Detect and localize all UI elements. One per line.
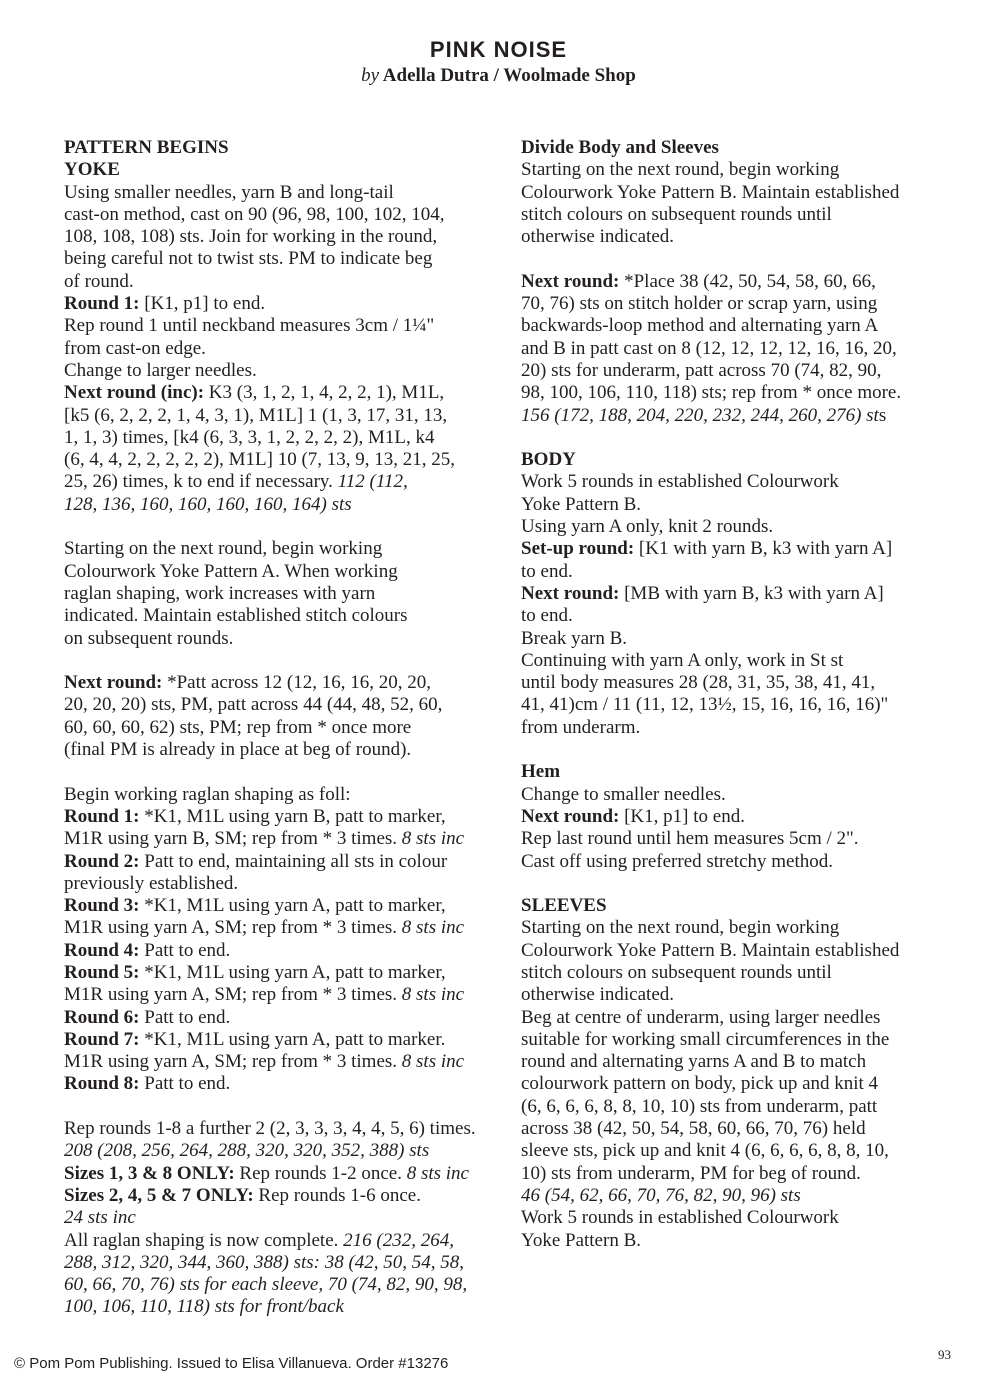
text-run: [MB with yarn B, k3 with yarn A] bbox=[619, 582, 884, 604]
text-line bbox=[521, 583, 953, 605]
text-line bbox=[64, 1296, 496, 1318]
italic-text: 24 sts inc bbox=[64, 1207, 136, 1229]
text-line bbox=[521, 182, 953, 204]
text-line bbox=[521, 694, 953, 716]
text-run: Colourwork Yoke Pattern B. Maintain established bbox=[521, 181, 900, 203]
text-run: to end. bbox=[521, 560, 573, 582]
text-line bbox=[64, 962, 496, 984]
bold-text: Round 2: bbox=[64, 850, 140, 872]
text-line bbox=[521, 159, 953, 181]
text-line bbox=[64, 1029, 496, 1051]
text-line bbox=[521, 494, 953, 516]
text-run: [k5 (6, 2, 2, 2, 1, 4, 3, 1), M1L] 1 (1, 3, 17, 31, 13, bbox=[64, 404, 448, 426]
text-run: M1R using yarn B, SM; rep from * 3 times. bbox=[64, 828, 402, 850]
left-column bbox=[64, 137, 496, 1319]
text-run: of round. bbox=[64, 270, 134, 292]
text-line bbox=[521, 739, 953, 761]
text-run: raglan shaping, work increases with yarn bbox=[64, 582, 376, 604]
text-line bbox=[64, 895, 496, 917]
text-run: Rep rounds 1-6 once. bbox=[253, 1184, 421, 1206]
text-line bbox=[64, 605, 496, 627]
text-run: (6, 6, 6, 6, 8, 8, 10, 10) sts from underarm, patt bbox=[521, 1095, 878, 1117]
text-run: otherwise indicated. bbox=[521, 984, 675, 1006]
text-line bbox=[521, 538, 953, 560]
text-run: to end. bbox=[521, 605, 573, 627]
text-run: previously established. bbox=[64, 872, 239, 894]
text-run: Starting on the next round, begin working bbox=[64, 538, 383, 560]
text-line bbox=[64, 1007, 496, 1029]
text-run: Begin working raglan shaping as foll: bbox=[64, 783, 351, 805]
text-line bbox=[521, 271, 953, 293]
text-run: 60, 60, 60, 62) sts, PM; rep from * once more bbox=[64, 716, 412, 738]
bold-text: Set-up round: bbox=[521, 538, 635, 560]
text-run: from cast-on edge. bbox=[64, 337, 206, 359]
text-line bbox=[521, 405, 953, 427]
text-line bbox=[64, 650, 496, 672]
text-run: 10) sts from underarm, PM for beg of round. bbox=[521, 1162, 861, 1184]
text-run: Yoke Pattern B. bbox=[521, 1229, 641, 1251]
page-header bbox=[0, 36, 997, 88]
text-line bbox=[64, 471, 496, 493]
text-run: [K1 with yarn B, k3 with yarn A] bbox=[634, 538, 893, 560]
text-run: (6, 4, 4, 2, 2, 2, 2, 2), M1L] 10 (7, 13, 9, 13, 21, 25, bbox=[64, 449, 456, 471]
bold-text: Round 6: bbox=[64, 1006, 140, 1028]
text-line bbox=[64, 717, 496, 739]
text-run: M1R using yarn A, SM; rep from * 3 times. bbox=[64, 1051, 402, 1073]
text-line bbox=[521, 1118, 953, 1140]
text-line bbox=[521, 962, 953, 984]
text-line bbox=[521, 293, 953, 315]
text-run: 70, 76) sts on stitch holder or scrap yarn, using bbox=[521, 293, 878, 315]
text-line bbox=[521, 360, 953, 382]
text-line bbox=[64, 1230, 496, 1252]
italic-text: 288, 312, 320, 344, 360, 388) sts: 38 (42, 50, 54, 58, bbox=[64, 1251, 465, 1273]
text-run: [K1, p1] to end. bbox=[139, 293, 266, 315]
bold-text: Next round: bbox=[64, 672, 163, 694]
text-line bbox=[521, 382, 953, 404]
bold-text: Round 7: bbox=[64, 1028, 140, 1050]
text-run: on subsequent rounds. bbox=[64, 627, 234, 649]
text-line bbox=[64, 694, 496, 716]
text-line bbox=[521, 851, 953, 873]
italic-text: 8 sts inc bbox=[406, 1162, 469, 1184]
text-run: 108, 108, 108) sts. Join for working in the round, bbox=[64, 226, 438, 248]
italic-text: 208 (208, 256, 264, 288, 320, 320, 352, 388) sts bbox=[64, 1140, 430, 1162]
text-line bbox=[64, 828, 496, 850]
text-line bbox=[521, 561, 953, 583]
text-line bbox=[521, 516, 953, 538]
text-line bbox=[64, 1118, 496, 1140]
bold-text: SLEEVES bbox=[521, 895, 607, 917]
pattern-title: PINK NOISE bbox=[429, 37, 568, 62]
text-line bbox=[64, 204, 496, 226]
text-run: [K1, p1] to end. bbox=[619, 805, 745, 827]
text-line bbox=[521, 672, 953, 694]
text-line bbox=[64, 672, 496, 694]
text-run: cast-on method, cast on 90 (96, 98, 100, 102, 104, bbox=[64, 203, 445, 225]
italic-text: 156 (172, 188, 204, 220, 232, 244, 260, 276) st bbox=[521, 404, 879, 426]
text-run: *K1, M1L using yarn B, patt to marker, bbox=[139, 805, 446, 827]
text-line bbox=[521, 717, 953, 739]
text-run: Patt to end. bbox=[139, 1073, 231, 1095]
text-run: Patt to end, maintaining all sts in colour bbox=[139, 850, 448, 872]
text-line bbox=[64, 1140, 496, 1162]
italic-text: 8 sts inc bbox=[401, 984, 465, 1006]
text-run: being careful not to twist sts. PM to indicate beg bbox=[64, 248, 433, 270]
text-line bbox=[521, 806, 953, 828]
text-run: Patt to end. bbox=[139, 1006, 231, 1028]
text-line bbox=[64, 1252, 496, 1274]
text-line bbox=[521, 1230, 953, 1252]
text-line bbox=[521, 137, 953, 159]
text-line bbox=[64, 984, 496, 1006]
bold-text: Round 5: bbox=[64, 961, 140, 983]
text-line bbox=[64, 137, 496, 159]
text-line bbox=[521, 828, 953, 850]
text-run: stitch colours on subsequent rounds until bbox=[521, 961, 832, 983]
text-line bbox=[521, 1051, 953, 1073]
text-line bbox=[521, 471, 953, 493]
bold-text: PATTERN BEGINS bbox=[64, 137, 229, 158]
text-run: otherwise indicated. bbox=[521, 226, 675, 248]
text-line bbox=[521, 784, 953, 806]
text-line bbox=[521, 628, 953, 650]
text-run: Rep rounds 1-2 once. bbox=[234, 1162, 407, 1184]
page-number: 93 bbox=[938, 1347, 951, 1362]
text-run: sleeve sts, pick up and knit 4 (6, 6, 6, 6, 8, 8, 10, bbox=[521, 1140, 889, 1162]
text-line bbox=[521, 1007, 953, 1029]
italic-text: 46 (54, 62, 66, 70, 76, 82, 90, 96) sts bbox=[521, 1184, 801, 1206]
text-run: Beg at centre of underarm, using larger needles bbox=[521, 1006, 881, 1028]
text-run: M1R using yarn A, SM; rep from * 3 times. bbox=[64, 917, 402, 939]
text-line bbox=[64, 293, 496, 315]
text-run: Patt to end. bbox=[139, 939, 231, 961]
text-run: Rep rounds 1-8 a further 2 (2, 3, 3, 3, 4, 4, 5, 6) times. bbox=[64, 1118, 476, 1140]
text-run: *K1, M1L using yarn A, patt to marker, bbox=[139, 961, 446, 983]
text-line bbox=[521, 315, 953, 337]
text-line bbox=[521, 1073, 953, 1095]
text-line bbox=[521, 984, 953, 1006]
text-line bbox=[64, 806, 496, 828]
text-run: Break yarn B. bbox=[521, 627, 628, 649]
text-run: Colourwork Yoke Pattern B. Maintain established bbox=[521, 939, 900, 961]
text-line bbox=[64, 248, 496, 270]
text-line bbox=[64, 1185, 496, 1207]
text-line bbox=[521, 338, 953, 360]
text-line bbox=[521, 427, 953, 449]
text-run: Rep last round until hem measures 5cm / 2". bbox=[521, 828, 859, 850]
byline-by: by bbox=[361, 65, 380, 86]
bold-text: Round 8: bbox=[64, 1073, 140, 1095]
text-line bbox=[64, 494, 496, 516]
bold-text: Round 4: bbox=[64, 939, 140, 961]
text-run: *Place 38 (42, 50, 54, 58, 60, 66, bbox=[619, 270, 876, 292]
text-line bbox=[521, 226, 953, 248]
italic-text: 8 sts inc bbox=[401, 1051, 465, 1073]
italic-text: 128, 136, 160, 160, 160, 160, 164) sts bbox=[64, 493, 352, 515]
text-run: Change to smaller needles. bbox=[521, 783, 726, 805]
text-run: Cast off using preferred stretchy method. bbox=[521, 850, 834, 872]
text-line bbox=[64, 427, 496, 449]
bold-text: Round 3: bbox=[64, 895, 140, 917]
text-run: s bbox=[878, 404, 887, 426]
bold-text: Hem bbox=[521, 761, 561, 783]
author-name: Adella Dutra / Woolmade Shop bbox=[382, 65, 636, 86]
text-run: Colourwork Yoke Pattern A. When working bbox=[64, 560, 398, 582]
text-run: indicated. Maintain established stitch colours bbox=[64, 605, 408, 627]
text-run: backwards-loop method and alternating yarn A bbox=[521, 315, 879, 337]
text-run: from underarm. bbox=[521, 716, 641, 738]
bold-text: Sizes 1, 3 & 8 ONLY: bbox=[64, 1162, 235, 1184]
text-run: 1, 1, 3) times, [k4 (6, 3, 3, 1, 2, 2, 2, 2), M1L, k4 bbox=[64, 426, 435, 448]
text-line bbox=[64, 382, 496, 404]
bold-text: Sizes 2, 4, 5 & 7 ONLY: bbox=[64, 1184, 254, 1206]
text-line bbox=[64, 1051, 496, 1073]
text-line bbox=[64, 338, 496, 360]
bold-text: Next round: bbox=[521, 582, 620, 604]
text-run: 98, 100, 106, 110, 118) sts; rep from * once more. bbox=[521, 382, 902, 404]
text-line bbox=[64, 940, 496, 962]
text-run: 20) sts for underarm, patt across 70 (74, 82, 90, bbox=[521, 359, 882, 381]
text-line bbox=[521, 761, 953, 783]
text-line bbox=[64, 159, 496, 181]
text-line bbox=[64, 561, 496, 583]
text-line bbox=[521, 1096, 953, 1118]
bold-text: YOKE bbox=[64, 159, 120, 181]
text-run: 41, 41)cm / 11 (11, 12, 13½, 15, 16, 16, 16, 16)" bbox=[521, 694, 889, 716]
text-run: *K1, M1L using yarn A, patt to marker. bbox=[139, 1028, 446, 1050]
text-line bbox=[64, 628, 496, 650]
italic-text: 112 (112, bbox=[337, 471, 408, 493]
text-run: Using smaller needles, yarn B and long-tail bbox=[64, 181, 394, 203]
text-line bbox=[521, 1207, 953, 1229]
text-line bbox=[521, 1140, 953, 1162]
text-line bbox=[64, 226, 496, 248]
text-line bbox=[521, 1029, 953, 1051]
text-run: until body measures 28 (28, 31, 35, 38, 41, 41, bbox=[521, 672, 876, 694]
bold-text: Next round: bbox=[521, 270, 620, 292]
text-line bbox=[64, 405, 496, 427]
text-line bbox=[64, 538, 496, 560]
italic-text: 8 sts inc bbox=[401, 917, 465, 939]
text-line bbox=[64, 917, 496, 939]
text-run: suitable for working small circumferences in the bbox=[521, 1028, 890, 1050]
text-run: Rep round 1 until neckband measures 3cm / 1¼" bbox=[64, 315, 435, 337]
text-line bbox=[521, 1185, 953, 1207]
text-line bbox=[64, 739, 496, 761]
text-run: round and alternating yarns A and B to match bbox=[521, 1051, 867, 1073]
text-line bbox=[64, 182, 496, 204]
text-line bbox=[521, 449, 953, 471]
bold-text: BODY bbox=[521, 449, 576, 471]
text-line bbox=[64, 1073, 496, 1095]
text-line bbox=[64, 516, 496, 538]
text-run: (final PM is already in place at beg of round). bbox=[64, 739, 412, 761]
italic-text: 60, 66, 70, 76) sts for each sleeve, 70 (74, 82, 90, 98, bbox=[64, 1274, 468, 1296]
text-line bbox=[64, 583, 496, 605]
italic-text: 216 (232, 264, bbox=[343, 1229, 454, 1251]
text-run: Starting on the next round, begin working bbox=[521, 159, 840, 181]
text-line bbox=[64, 315, 496, 337]
bold-text: Next round (inc): bbox=[64, 382, 205, 404]
text-line bbox=[521, 1163, 953, 1185]
text-line bbox=[521, 917, 953, 939]
text-run: M1R using yarn A, SM; rep from * 3 times. bbox=[64, 984, 402, 1006]
text-line bbox=[521, 940, 953, 962]
text-run: Change to larger needles. bbox=[64, 359, 257, 381]
text-line bbox=[521, 248, 953, 270]
text-line bbox=[64, 449, 496, 471]
bold-text: Divide Body and Sleeves bbox=[521, 137, 719, 158]
copyright-footer: © Pom Pom Publishing. Issued to Elisa Villanueva. Order #13276 bbox=[14, 1355, 449, 1372]
text-line bbox=[64, 784, 496, 806]
text-line bbox=[521, 204, 953, 226]
text-run: 25, 26) times, k to end if necessary. bbox=[64, 471, 338, 493]
text-line bbox=[521, 650, 953, 672]
text-line bbox=[64, 1163, 496, 1185]
text-line bbox=[64, 271, 496, 293]
italic-text: 8 sts inc bbox=[401, 828, 465, 850]
text-run: Using yarn A only, knit 2 rounds. bbox=[521, 516, 774, 538]
italic-text: 100, 106, 110, 118) sts for front/back bbox=[64, 1296, 344, 1318]
text-line bbox=[64, 851, 496, 873]
text-run: K3 (3, 1, 2, 1, 4, 2, 2, 1), M1L, bbox=[204, 382, 445, 404]
text-line bbox=[521, 605, 953, 627]
text-run: *K1, M1L using yarn A, patt to marker, bbox=[139, 895, 446, 917]
text-line bbox=[64, 1207, 496, 1229]
text-run: Work 5 rounds in established Colourwork bbox=[521, 471, 839, 493]
text-line bbox=[64, 873, 496, 895]
text-line bbox=[521, 873, 953, 895]
text-line bbox=[64, 761, 496, 783]
text-run: and B in patt cast on 8 (12, 12, 12, 12, 16, 16, 20, bbox=[521, 337, 897, 359]
text-line bbox=[521, 895, 953, 917]
text-run: Continuing with yarn A only, work in St st bbox=[521, 649, 844, 671]
text-run: Work 5 rounds in established Colourwork bbox=[521, 1207, 839, 1229]
text-run: across 38 (42, 50, 54, 58, 60, 66, 70, 76) held bbox=[521, 1118, 866, 1140]
text-line bbox=[64, 1096, 496, 1118]
bold-text: Next round: bbox=[521, 805, 620, 827]
byline bbox=[0, 64, 997, 88]
text-line bbox=[64, 360, 496, 382]
text-run: colourwork pattern on body, pick up and knit 4 bbox=[521, 1073, 879, 1095]
right-column bbox=[521, 137, 953, 1252]
text-run: All raglan shaping is now complete. bbox=[64, 1229, 344, 1251]
text-run: Starting on the next round, begin working bbox=[521, 917, 840, 939]
text-run: Yoke Pattern B. bbox=[521, 493, 641, 515]
text-line bbox=[64, 1274, 496, 1296]
bold-text: Round 1: bbox=[64, 805, 140, 827]
text-run: 20, 20, 20) sts, PM, patt across 44 (44, 48, 52, 60, bbox=[64, 694, 443, 716]
text-run: *Patt across 12 (12, 16, 16, 20, 20, bbox=[162, 672, 431, 694]
bold-text: Round 1: bbox=[64, 293, 140, 315]
text-run: stitch colours on subsequent rounds until bbox=[521, 203, 832, 225]
